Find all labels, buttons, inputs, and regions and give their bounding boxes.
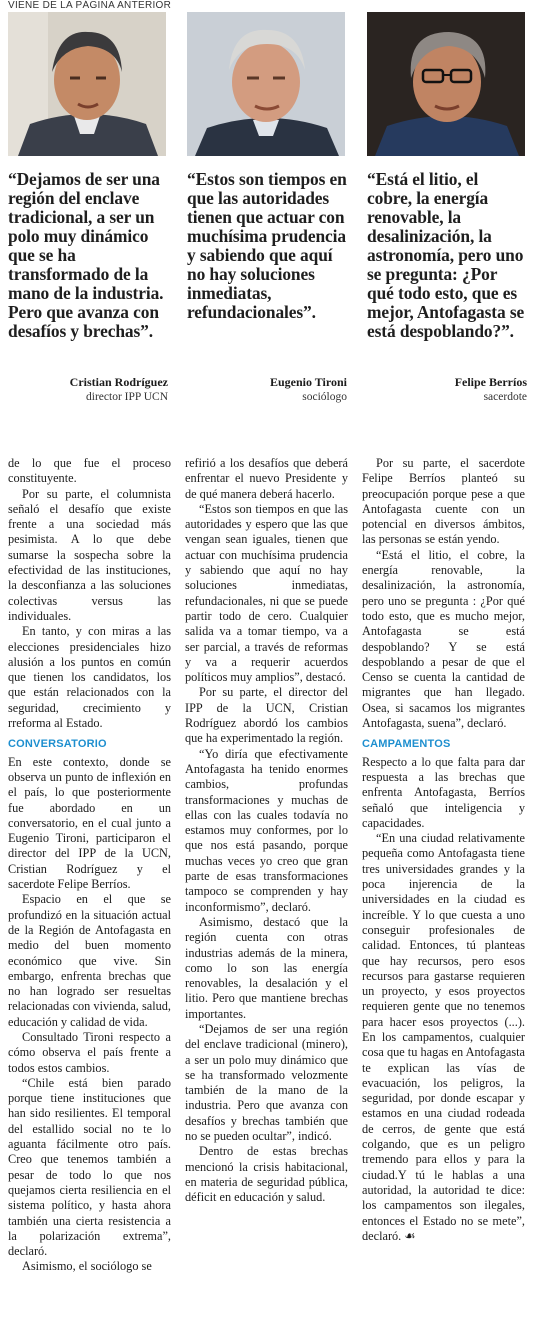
paragraph: de lo que fue el proceso constituyente. — [8, 456, 171, 486]
photo-eugenio-tironi — [187, 12, 345, 156]
paragraph: Dentro de estas brechas mencionó la crisis habitacional, en materia de seguridad pública, déficit en educación y salud. — [185, 1144, 348, 1205]
paragraph: “Dejamos de ser una región del enclave tradicional (minero), a ser un polo muy dinámico que se ha transformado velozmente también de la mano de la industria. Pero que avanza con desafíos y brechas también que no se pueden ocultar”, indicó. — [185, 1021, 348, 1144]
paragraph: Asimismo, destacó que la región cuenta con otras industrias además de la minera, como lo son las energía renovables, la desalación y el litio. Pero que mantiene brechas importantes. — [185, 914, 348, 1021]
pull-quote-eugenio-tironi: “Estos son tiempos en que las autoridades tienen que actuar con muchísima prudencia y sabiendo que aquí no hay soluciones inmediatas, refundacionales”. — [187, 169, 347, 322]
article-column-2 — [185, 456, 348, 1206]
photo-cristian-rodriguez — [8, 12, 166, 156]
paragraph: refirió a los desafíos que deberá enfrentar el nuevo Presidente y de qué manera deberá hacerlo. — [185, 456, 348, 501]
paragraph: En tanto, y con miras a las elecciones presidenciales hizo alusión a los puntos en común que tienen los candidatos, los que están relacionados con la seguridad, crecimiento y rreforma al Estado. — [8, 624, 171, 731]
article-column-3 — [362, 456, 525, 1244]
paragraph: “Está el litio, el cobre, la energía renovable, la desalinización, la astronomía, pero uno se pregunta : ¿Por qué todo esto, que es mucho mejor, Antofagasta se está despoblando? Y se está despoblando a pesar de que el Censo se cuenta la cantidad de migrantes que han llegado. Osea, si sacamos los migrantes Antofagasta, suena”, declaró. — [362, 547, 525, 731]
paragraph: “Estos son tiempos en que las autoridades y espero que las que vengan sean iguales, tienen que actuar con muchísima prudencia y sabiendo que aquí no hay soluciones inmediatas, refundacionales, ni que se puede partir todo de cero. Cualquier salida va a tomar tiempo, va a ser parcial, a través de reformas y va a requerir acuerdos políticos muy amplios”, destacó. — [185, 501, 348, 685]
byline-role: sacerdote — [483, 391, 527, 403]
byline-name: Eugenio Tironi — [269, 375, 347, 389]
page-kicker: VIENE DE LA PÁGINA ANTERIOR — [8, 0, 172, 11]
paragraph: Consultado Tironi respecto a cómo observa el país frente a todos estos cambios. — [8, 1029, 171, 1075]
pull-quote-cristian-rodriguez: “Dejamos de ser una región del enclave tradicional, a ser un polo muy dinámico que se ha transformado de la mano de la industria. Pero que avanza con desafíos y brechas”. — [8, 169, 164, 341]
byline-name: Felipe Berríos — [454, 375, 527, 389]
byline-name: Cristian Rodríguez — [69, 375, 168, 389]
paragraph: Por su parte, el columnista señaló el desafío que existe frente a una sociedad más pesimista. A lo que debe sumarse la sospecha sobre la efectividad de las instituciones, la desconfianza a las soluciones colectivas versus las individuales. — [8, 486, 171, 623]
section-heading-campamentos: CAMPAMENTOS — [362, 738, 451, 751]
article-column-1 — [8, 456, 171, 1275]
byline-role: director IPP UCN — [86, 391, 168, 403]
portrait-image — [187, 12, 345, 156]
paragraph: En este contexto, donde se observa un punto de inflexión en el país, lo que posteriormente fue abordado en un conversatorio, en el cual junto a Eugenio Tironi, participaron el director del IPP de la UCN, Cristian Rodríguez y el sacerdote Felipe Berríos. — [8, 754, 171, 892]
paragraph: Por su parte, el sacerdote Felipe Berríos planteó su preocupación porque pese a que Antofagasta cuente con un potencial en diversos ámbitos, las personas se están yendo. — [362, 456, 525, 547]
paragraph: Espacio en el que se profundizó en la situación actual de la Región de Antofagasta en medio del buen momento económico que vive. Sin embargo, enfrenta brechas que no han logrado ser resueltas relacionadas con vivienda, salud, educación y calidad de vida. — [8, 892, 171, 1029]
section-heading-conversatorio: CONVERSATORIO — [8, 738, 107, 751]
portrait-image — [8, 12, 166, 156]
byline-felipe-berrios — [367, 375, 527, 405]
paragraph: Por su parte, el director del IPP de la UCN, Cristian Rodríguez abordó los cambios que ha experimentado la región. — [185, 685, 348, 746]
byline-eugenio-tironi — [187, 375, 347, 405]
paragraph: Asimismo, el sociólogo se — [22, 1259, 152, 1274]
photo-felipe-berrios — [367, 12, 525, 156]
byline-role: sociólogo — [302, 391, 347, 403]
paragraph: Respecto a lo que falta para dar respuesta a las brechas que enfrenta Antofagasta, Berríos señaló que inteligencia y capacidades. — [362, 754, 525, 830]
pull-quote-felipe-berrios: “Está el litio, el cobre, la energía renovable, la desalinización, la astronomía, pero uno se pregunta: ¿Por qué todo esto, que es mejor, Antofagasta se está despoblando?”. — [367, 169, 525, 341]
paragraph: “Chile está bien parado porque tiene instituciones que han sido resilientes. El temporal del estallido social no te lo aguanta fácilmente otro país. Creo que tenemos también a pesar de todo lo que nos quejamos cierta resiliencia en el sistema político, y hasta ahora también una cierta resistencia a la polarización extrema”, declaró. — [8, 1075, 171, 1259]
byline-cristian-rodriguez — [8, 375, 168, 405]
paragraph: “Yo diría que efectivamente Antofagasta ha tenido enormes cambios, profundas transformaciones y muchas de ellas con las cuales todavía no estamos muy conformes, por lo que nos está pasando, porque muchas veces yo creo que gran parte de esas transformaciones tampoco se comprenden y hay inconformismo”, declaró. — [185, 746, 348, 914]
portrait-image — [367, 12, 525, 156]
paragraph: “En una ciudad relativamente pequeña como Antofagasta tiene tres universidades grandes y la poca injerencia de la universidades en la ciudad es increíble. Y lo que cuesta a uno conseguir profesionales de calidad. Entonces, tú planteas que hay recursos, pero esos recursos para gastarse requieren un proyecto, y esos proyectos requieren gente que no tenemos para hacer esos proyectos (...). En los campamentos, cualquier cosa que tu hagas en Antofagasta te explican las vías de evacuación, los peligros, la seguridad, por donde escapar y estamos en una ciudad rodeada de cerros, de gente que está colgando, que es un peligro tremendo para ellos y para la ciudad.Y tú le hablas a una autoridad, la autoridad te dice: los campamentos son ilegales, entonces el Estado no se mete”, declaró. ☙ — [362, 831, 525, 1243]
